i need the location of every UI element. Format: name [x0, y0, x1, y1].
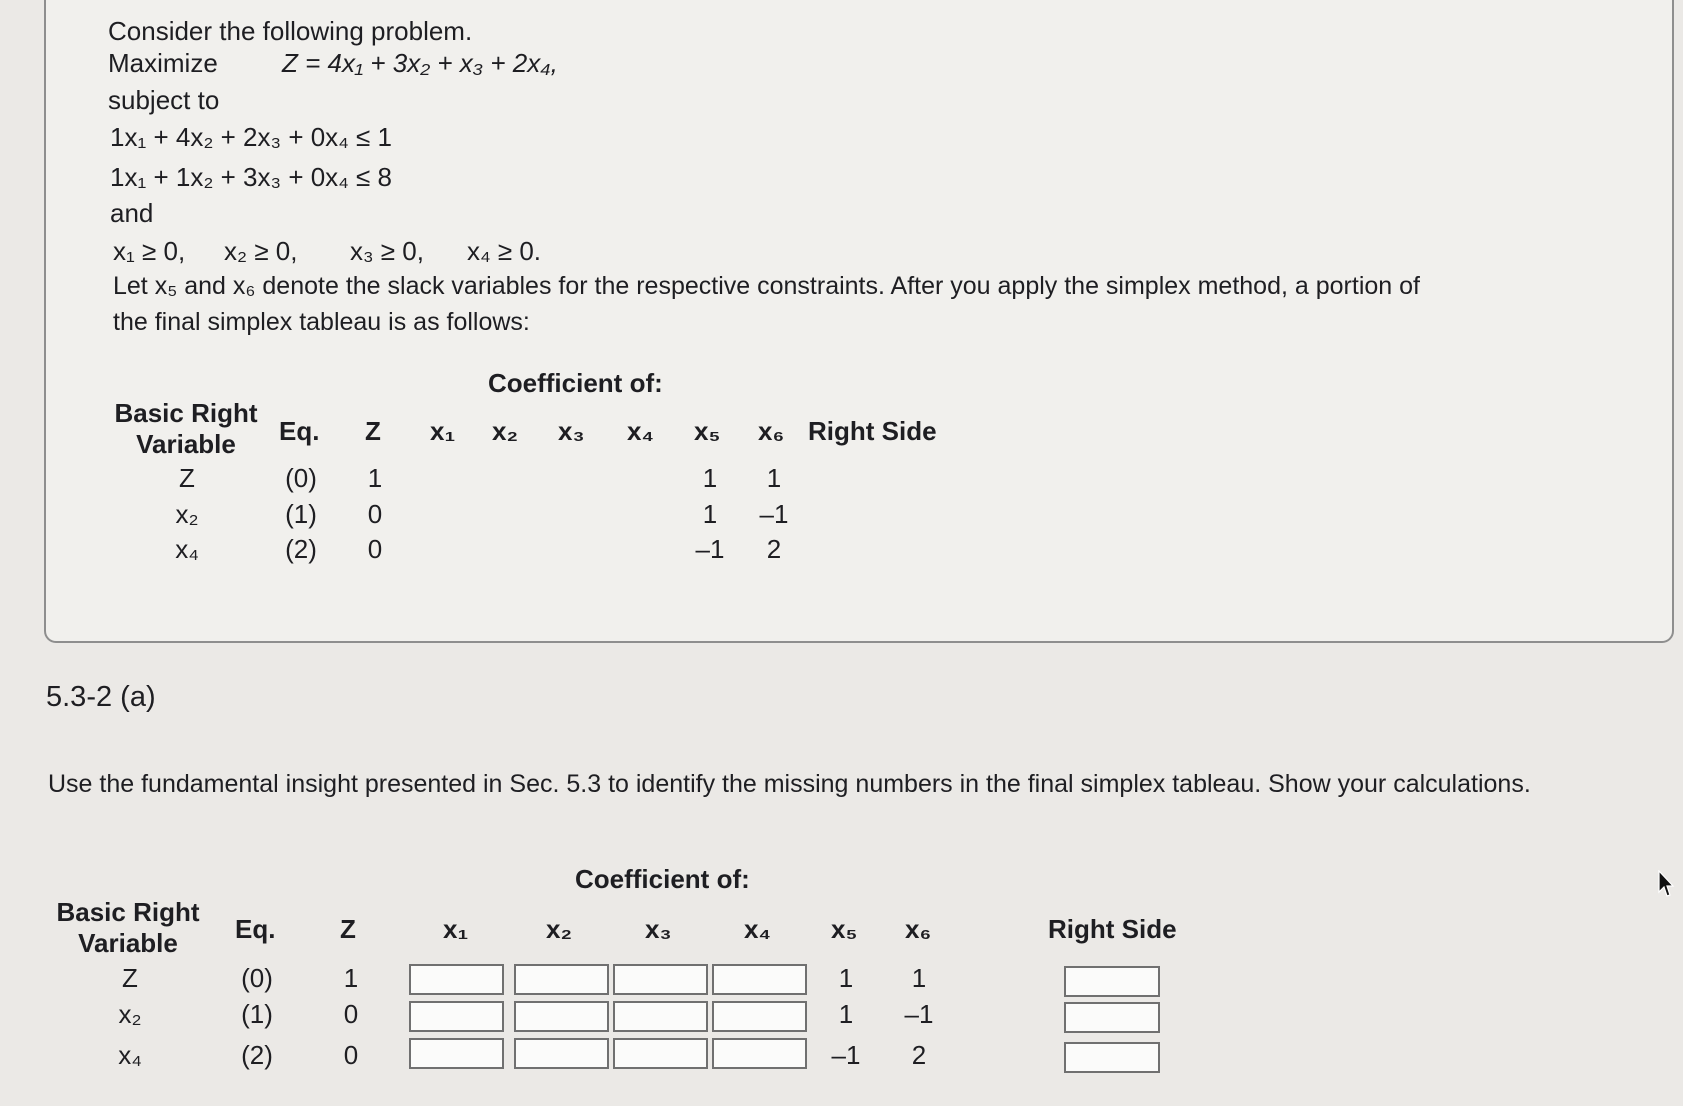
answer-row0-x5: 1: [838, 963, 854, 993]
answer-row0-rhs-input[interactable]: [1064, 966, 1160, 997]
maximize-label: Maximize: [108, 48, 218, 78]
top-row2-x5: –1: [695, 534, 725, 564]
top-row0-x6: 1: [766, 463, 782, 493]
answer-row0-x3-input[interactable]: [613, 964, 708, 995]
answer-row0-basic: Z: [122, 963, 138, 993]
constraint-1: 1x₁ + 4x₂ + 2x₃ + 0x₄ ≤ 1: [110, 122, 392, 152]
top-row2-x6: 2: [766, 534, 782, 564]
answer-row0-eq: (0): [241, 963, 273, 993]
answer-row2-x1-input[interactable]: [409, 1038, 504, 1069]
answer-header-rhs: Right Side: [1048, 914, 1177, 944]
constraint-2: 1x₁ + 1x₂ + 3x₃ + 0x₄ ≤ 8: [110, 162, 392, 192]
answer-row1-x5: 1: [838, 999, 854, 1029]
nonneg-x2: x₂ ≥ 0,: [224, 236, 298, 266]
top-row1-z: 0: [367, 499, 383, 529]
question-label: 5.3-2 (a): [46, 681, 156, 713]
answer-row2-x2-input[interactable]: [514, 1038, 609, 1069]
top-header-x3: x₃: [558, 416, 585, 446]
answer-header-x5: x₅: [831, 914, 858, 944]
answer-row2-x3-input[interactable]: [613, 1038, 708, 1069]
top-basic-header-line2: Variable: [136, 429, 236, 459]
answer-basic-header-line1: Basic Right: [56, 897, 200, 927]
nonneg-x3: x₃ ≥ 0,: [350, 236, 424, 266]
answer-row2-z: 0: [343, 1040, 359, 1070]
answer-row2-eq: (2): [241, 1040, 273, 1070]
top-row2-z: 0: [367, 534, 383, 564]
slack-text-line1: Let x₅ and x₆ denote the slack variables for the respective constraints. After you apply the simplex method, a portion of: [113, 272, 1420, 300]
subject-to-label: subject to: [108, 85, 220, 115]
top-header-x1: x₁: [430, 416, 456, 446]
top-row0-eq: (0): [285, 463, 317, 493]
answer-header-z: Z: [340, 914, 356, 944]
top-header-x5: x₅: [694, 416, 721, 446]
answer-header-x4: x₄: [744, 914, 771, 944]
answer-row0-x4-input[interactable]: [712, 964, 807, 995]
top-header-eq: Eq.: [279, 416, 320, 446]
and-label: and: [110, 198, 154, 228]
top-basic-header-line1: Basic Right: [114, 398, 258, 428]
top-header-x2: x₂: [492, 416, 519, 446]
answer-row1-x1-input[interactable]: [409, 1001, 504, 1032]
answer-row2-basic: x₄: [118, 1040, 142, 1070]
top-row2-basic: x₄: [175, 534, 199, 564]
slack-text-line2: the final simplex tableau is as follows:: [113, 308, 530, 336]
answer-row0-z: 1: [343, 963, 359, 993]
top-header-rhs: Right Side: [808, 416, 937, 446]
objective-function: Z = 4x₁ + 3x₂ + x₃ + 2x₄,: [282, 48, 558, 78]
answer-header-x2: x₂: [546, 914, 573, 944]
answer-row1-z: 0: [343, 999, 359, 1029]
top-row1-x5: 1: [702, 499, 718, 529]
answer-row0-x2-input[interactable]: [514, 964, 609, 995]
answer-row0-x6: 1: [911, 963, 927, 993]
answer-row1-x4-input[interactable]: [712, 1001, 807, 1032]
nonneg-x4: x₄ ≥ 0.: [467, 236, 542, 266]
answer-header-x6: x₆: [905, 914, 932, 944]
answer-row2-rhs-input[interactable]: [1064, 1042, 1160, 1073]
nonneg-x1: x₁ ≥ 0,: [113, 236, 186, 266]
answer-row0-x1-input[interactable]: [409, 964, 504, 995]
top-row0-z: 1: [367, 463, 383, 493]
top-header-x4: x₄: [627, 416, 654, 446]
answer-row2-x5: –1: [831, 1040, 861, 1070]
answer-row2-x6: 2: [911, 1040, 927, 1070]
answer-row2-x4-input[interactable]: [712, 1038, 807, 1069]
answer-row1-rhs-input[interactable]: [1064, 1002, 1160, 1033]
top-row1-x6: –1: [759, 499, 789, 529]
answer-coef-header: Coefficient of:: [575, 864, 750, 894]
answer-row1-x2-input[interactable]: [514, 1001, 609, 1032]
top-header-x6: x₆: [758, 416, 785, 446]
top-row0-x5: 1: [702, 463, 718, 493]
answer-header-x3: x₃: [645, 914, 672, 944]
answer-header-eq: Eq.: [235, 914, 276, 944]
top-row2-eq: (2): [285, 534, 317, 564]
top-row1-basic: x₂: [175, 499, 199, 529]
answer-basic-header-line2: Variable: [78, 928, 178, 958]
answer-row1-eq: (1): [241, 999, 273, 1029]
answer-row1-x6: –1: [904, 999, 934, 1029]
top-coef-header: Coefficient of:: [488, 368, 663, 398]
answer-header-x1: x₁: [443, 914, 469, 944]
problem-intro: Consider the following problem.: [108, 16, 473, 46]
question-text: Use the fundamental insight presented in Sec. 5.3 to identify the missing numbers in the final simplex tableau. Show your calculations.: [48, 770, 1531, 798]
answer-row1-basic: x₂: [118, 999, 142, 1029]
top-row0-basic: Z: [179, 463, 195, 493]
mouse-pointer-icon: [1657, 870, 1675, 898]
answer-row1-x3-input[interactable]: [613, 1001, 708, 1032]
top-row1-eq: (1): [285, 499, 317, 529]
top-header-z: Z: [365, 416, 381, 446]
